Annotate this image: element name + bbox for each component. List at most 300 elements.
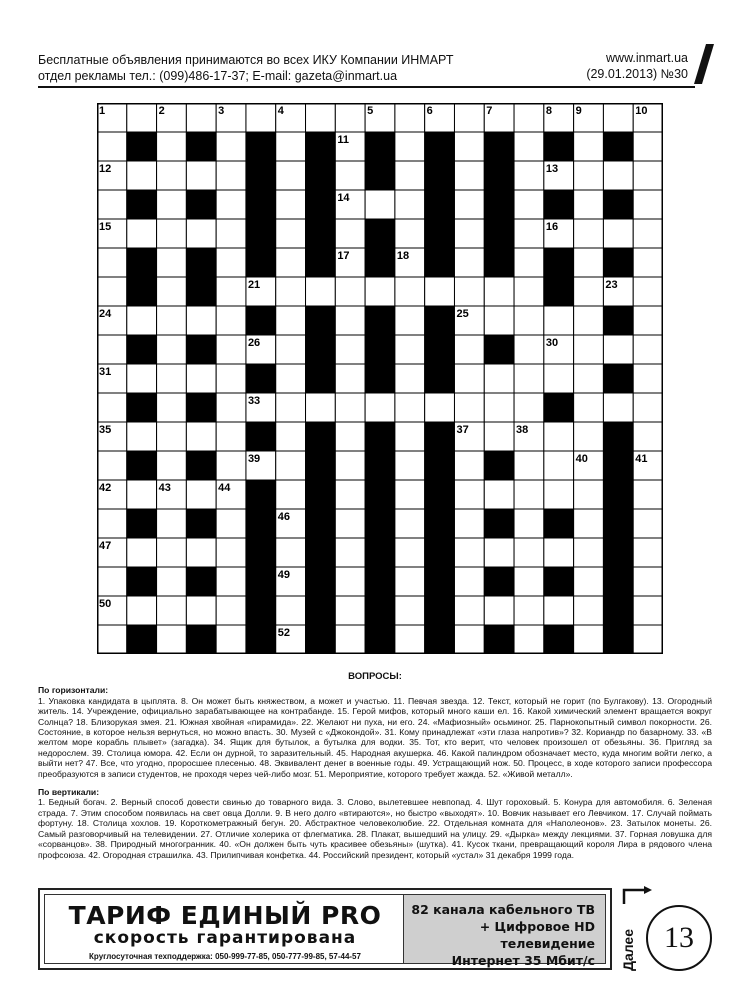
crossword-cell[interactable] bbox=[603, 103, 633, 132]
crossword-block bbox=[484, 161, 514, 190]
cell-number: 15 bbox=[99, 221, 112, 233]
crossword-cell[interactable] bbox=[276, 393, 306, 422]
crossword-cell[interactable] bbox=[127, 538, 157, 567]
crossword-cell[interactable] bbox=[544, 596, 574, 625]
crossword-cell[interactable] bbox=[335, 393, 365, 422]
crossword-cell[interactable] bbox=[454, 364, 484, 393]
cell-number: 4 bbox=[277, 105, 284, 117]
crossword-cell[interactable] bbox=[157, 567, 187, 596]
crossword-cell[interactable] bbox=[454, 451, 484, 480]
crossword-cell[interactable] bbox=[633, 596, 663, 625]
crossword-cell[interactable] bbox=[335, 364, 365, 393]
crossword-cell[interactable] bbox=[97, 277, 127, 306]
next-page-text: Далее bbox=[620, 928, 636, 972]
crossword-block bbox=[603, 625, 633, 654]
crossword-cell[interactable] bbox=[514, 393, 544, 422]
ad-line-2: + Цифровое HD телевидение bbox=[479, 919, 595, 951]
crossword-cell[interactable] bbox=[276, 480, 306, 509]
crossword-block bbox=[365, 451, 395, 480]
crossword-cell[interactable] bbox=[216, 567, 246, 596]
crossword-cell[interactable] bbox=[514, 509, 544, 538]
crossword-cell[interactable] bbox=[395, 596, 425, 625]
crossword-cell[interactable] bbox=[157, 364, 187, 393]
crossword-block bbox=[365, 161, 395, 190]
crossword-cell[interactable] bbox=[335, 161, 365, 190]
crossword-cell[interactable] bbox=[395, 306, 425, 335]
next-arrow-icon bbox=[622, 886, 654, 908]
crossword-cell[interactable] bbox=[216, 248, 246, 277]
cell-number: 5 bbox=[367, 105, 374, 117]
crossword-cell[interactable] bbox=[454, 480, 484, 509]
crossword-block bbox=[246, 219, 276, 248]
header-line-2: отдел рекламы тел.: (099)486-17-37; E-mail: gazeta@inmart.ua bbox=[38, 69, 398, 83]
crossword-cell[interactable] bbox=[216, 306, 246, 335]
crossword-cell[interactable] bbox=[633, 509, 663, 538]
crossword-cell[interactable] bbox=[157, 219, 187, 248]
crossword-cell[interactable] bbox=[216, 538, 246, 567]
crossword-block bbox=[306, 451, 336, 480]
crossword-cell[interactable] bbox=[157, 132, 187, 161]
crossword-cell[interactable] bbox=[514, 335, 544, 364]
crossword-cell[interactable] bbox=[574, 364, 604, 393]
crossword-cell[interactable] bbox=[216, 132, 246, 161]
crossword-cell[interactable] bbox=[454, 277, 484, 306]
cell-number: 24 bbox=[99, 308, 112, 320]
crossword-cell[interactable] bbox=[335, 451, 365, 480]
crossword-cell[interactable] bbox=[633, 335, 663, 364]
crossword-cell[interactable] bbox=[335, 335, 365, 364]
crossword-cell[interactable] bbox=[454, 509, 484, 538]
crossword-cell[interactable] bbox=[127, 306, 157, 335]
crossword-cell[interactable] bbox=[633, 190, 663, 219]
crossword-cell[interactable] bbox=[395, 190, 425, 219]
crossword-cell[interactable] bbox=[127, 364, 157, 393]
crossword-cell[interactable] bbox=[633, 219, 663, 248]
crossword-cell[interactable] bbox=[127, 422, 157, 451]
crossword-cell[interactable] bbox=[514, 306, 544, 335]
crossword-cell[interactable] bbox=[335, 219, 365, 248]
crossword-cell[interactable] bbox=[514, 480, 544, 509]
down-text: 1. Бедный богач. 2. Верный способ довести свинью до товарного вида. 3. Слово, вылетевшее невпопад. 4. Шут гороховый. 5. Конура для автомобиля. 6. Зеленая страда. 7. Этим способом появилась на свет овца Долли. 9. В него долго «втираются», но быстро «выходят». 10. Вовчик называет его Левчиком. 17. Случай поймать фортуну. 18. Столица хохлов. 19. Короткометражный бегун. 20. Абстрактное человеколюбие. 22. Отдельная комната для «Наполеонов». 23. Затылок монеты. 26. Самый разговорчивый на телевидении. 27. Отличие холерика от флегматика. 28. Плакат, вышедший на улицу. 29. «Дырка» между лекциями. 37. Горная ловушка для «сорванцов». 38. Природный многогранник. 40. «Он должен быть чуть красивее обезьяны» (шутка). 41. Кусок ткани, превращающий короля Лира в рядового члена профсоюза. 42. Огородная страшилка. 43. Прилипчивая конфетка. 44. Российский президент, который «устал» 31 декабря 1999 года. bbox=[38, 797, 712, 860]
cell-number: 18 bbox=[396, 250, 410, 262]
crossword-block bbox=[306, 480, 336, 509]
crossword-block bbox=[127, 132, 157, 161]
crossword-cell[interactable] bbox=[395, 422, 425, 451]
crossword-block bbox=[365, 422, 395, 451]
crossword-cell[interactable] bbox=[395, 480, 425, 509]
crossword-cell[interactable] bbox=[514, 538, 544, 567]
crossword-cell[interactable] bbox=[574, 132, 604, 161]
crossword-block bbox=[425, 190, 455, 219]
crossword-cell[interactable] bbox=[276, 190, 306, 219]
crossword-cell[interactable] bbox=[514, 567, 544, 596]
crossword-block bbox=[544, 393, 574, 422]
crossword-block bbox=[306, 190, 336, 219]
crossword-cell[interactable] bbox=[306, 393, 336, 422]
cell-number: 2 bbox=[158, 105, 165, 117]
crossword-cell[interactable] bbox=[127, 219, 157, 248]
crossword-block bbox=[425, 422, 455, 451]
crossword-block bbox=[127, 393, 157, 422]
crossword-cell[interactable] bbox=[484, 364, 514, 393]
crossword-cell[interactable] bbox=[335, 509, 365, 538]
crossword-cell[interactable] bbox=[514, 132, 544, 161]
crossword-cell[interactable] bbox=[276, 219, 306, 248]
crossword-block bbox=[484, 248, 514, 277]
crossword-block bbox=[484, 219, 514, 248]
crossword-cell[interactable] bbox=[395, 277, 425, 306]
crossword-cell[interactable] bbox=[216, 335, 246, 364]
crossword-grid[interactable] bbox=[97, 103, 663, 654]
crossword-cell[interactable] bbox=[454, 538, 484, 567]
crossword-block bbox=[127, 509, 157, 538]
header-slash-icon bbox=[694, 44, 714, 84]
ad-left-panel bbox=[45, 895, 405, 963]
crossword-block bbox=[186, 509, 216, 538]
crossword-cell[interactable] bbox=[574, 306, 604, 335]
crossword-cell[interactable] bbox=[574, 277, 604, 306]
crossword-block bbox=[306, 161, 336, 190]
crossword-block bbox=[603, 422, 633, 451]
crossword-block bbox=[603, 509, 633, 538]
crossword-block bbox=[425, 596, 455, 625]
ad-title: ТАРИФ ЕДИНЫЙ PRO bbox=[68, 901, 382, 930]
crossword-cell[interactable] bbox=[544, 422, 574, 451]
crossword-block bbox=[365, 567, 395, 596]
crossword-cell[interactable] bbox=[454, 132, 484, 161]
crossword-cell[interactable] bbox=[454, 103, 484, 132]
cell-number: 7 bbox=[486, 105, 493, 117]
crossword-cell[interactable] bbox=[633, 567, 663, 596]
crossword-cell[interactable] bbox=[514, 625, 544, 654]
crossword-cell[interactable] bbox=[544, 480, 574, 509]
crossword-cell[interactable] bbox=[544, 306, 574, 335]
crossword-cell[interactable] bbox=[97, 335, 127, 364]
crossword-cell[interactable] bbox=[454, 219, 484, 248]
crossword-cell[interactable] bbox=[454, 393, 484, 422]
crossword-cell[interactable] bbox=[574, 538, 604, 567]
crossword-cell[interactable] bbox=[365, 190, 395, 219]
cell-number: 23 bbox=[605, 279, 618, 291]
crossword-block bbox=[246, 538, 276, 567]
crossword-block bbox=[425, 219, 455, 248]
crossword-block bbox=[603, 190, 633, 219]
crossword-cell[interactable] bbox=[633, 625, 663, 654]
cell-number: 33 bbox=[247, 395, 261, 407]
crossword-cell[interactable] bbox=[395, 509, 425, 538]
crossword-cell[interactable] bbox=[335, 306, 365, 335]
crossword-cell[interactable] bbox=[216, 190, 246, 219]
crossword-block bbox=[544, 248, 574, 277]
crossword-cell[interactable] bbox=[633, 132, 663, 161]
crossword-cell[interactable] bbox=[216, 625, 246, 654]
crossword-cell[interactable] bbox=[514, 364, 544, 393]
crossword-cell[interactable] bbox=[484, 596, 514, 625]
crossword-cell[interactable] bbox=[216, 219, 246, 248]
crossword-cell[interactable] bbox=[574, 625, 604, 654]
crossword-block bbox=[306, 538, 336, 567]
crossword-cell[interactable] bbox=[97, 567, 127, 596]
crossword-cell[interactable] bbox=[603, 219, 633, 248]
crossword-block bbox=[246, 422, 276, 451]
crossword-block bbox=[246, 509, 276, 538]
crossword-cell[interactable] bbox=[97, 248, 127, 277]
crossword-cell[interactable] bbox=[395, 132, 425, 161]
crossword-block bbox=[425, 538, 455, 567]
crossword-cell[interactable] bbox=[484, 393, 514, 422]
crossword-cell[interactable] bbox=[276, 422, 306, 451]
crossword-cell[interactable] bbox=[276, 161, 306, 190]
crossword-block bbox=[603, 248, 633, 277]
crossword-cell[interactable] bbox=[186, 306, 216, 335]
crossword-block bbox=[425, 480, 455, 509]
crossword-cell[interactable] bbox=[395, 451, 425, 480]
crossword-cell[interactable] bbox=[484, 306, 514, 335]
crossword-cell[interactable] bbox=[276, 451, 306, 480]
crossword-cell[interactable] bbox=[365, 393, 395, 422]
crossword-cell[interactable] bbox=[335, 538, 365, 567]
crossword-cell[interactable] bbox=[157, 277, 187, 306]
crossword-cell[interactable] bbox=[574, 219, 604, 248]
crossword-cell[interactable] bbox=[514, 277, 544, 306]
crossword-cell[interactable] bbox=[186, 161, 216, 190]
crossword-cell[interactable] bbox=[484, 277, 514, 306]
crossword-cell[interactable] bbox=[276, 364, 306, 393]
crossword-cell[interactable] bbox=[633, 422, 663, 451]
crossword-cell[interactable] bbox=[186, 538, 216, 567]
crossword-cell[interactable] bbox=[216, 509, 246, 538]
crossword-cell[interactable] bbox=[186, 480, 216, 509]
crossword-cell[interactable] bbox=[574, 567, 604, 596]
crossword-cell[interactable] bbox=[276, 306, 306, 335]
crossword-block bbox=[127, 625, 157, 654]
crossword-cell[interactable] bbox=[97, 190, 127, 219]
crossword-cell[interactable] bbox=[574, 422, 604, 451]
crossword-cell[interactable] bbox=[365, 277, 395, 306]
crossword-block bbox=[603, 596, 633, 625]
crossword-block bbox=[365, 538, 395, 567]
crossword-cell[interactable] bbox=[157, 596, 187, 625]
header-left bbox=[38, 52, 453, 84]
crossword-cell[interactable] bbox=[335, 596, 365, 625]
crossword-cell[interactable] bbox=[306, 277, 336, 306]
cell-number: 31 bbox=[99, 366, 112, 378]
crossword-block bbox=[127, 248, 157, 277]
crossword-block bbox=[425, 451, 455, 480]
crossword-cell[interactable] bbox=[454, 161, 484, 190]
crossword-block bbox=[544, 567, 574, 596]
crossword-cell[interactable] bbox=[574, 480, 604, 509]
crossword-cell[interactable] bbox=[454, 567, 484, 596]
crossword-cell[interactable] bbox=[157, 335, 187, 364]
crossword-cell[interactable] bbox=[157, 306, 187, 335]
crossword-block bbox=[425, 625, 455, 654]
crossword-cell[interactable] bbox=[574, 190, 604, 219]
crossword-cell[interactable] bbox=[574, 596, 604, 625]
crossword-cell[interactable] bbox=[97, 509, 127, 538]
crossword-cell[interactable] bbox=[335, 422, 365, 451]
cell-number: 10 bbox=[635, 105, 648, 117]
crossword-block bbox=[186, 248, 216, 277]
crossword-cell[interactable] bbox=[335, 567, 365, 596]
crossword-cell[interactable] bbox=[186, 103, 216, 132]
cell-number: 44 bbox=[218, 482, 231, 494]
crossword-cell[interactable] bbox=[157, 248, 187, 277]
crossword-cell[interactable] bbox=[127, 161, 157, 190]
crossword-cell[interactable] bbox=[276, 596, 306, 625]
crossword-cell[interactable] bbox=[157, 625, 187, 654]
crossword-cell[interactable] bbox=[186, 219, 216, 248]
crossword-block bbox=[603, 132, 633, 161]
crossword-block bbox=[365, 219, 395, 248]
crossword-cell[interactable] bbox=[335, 277, 365, 306]
crossword-cell[interactable] bbox=[395, 103, 425, 132]
crossword-cell[interactable] bbox=[246, 103, 276, 132]
crossword-block bbox=[246, 480, 276, 509]
crossword-cell[interactable] bbox=[484, 422, 514, 451]
crossword-cell[interactable] bbox=[306, 103, 336, 132]
crossword-cell[interactable] bbox=[514, 451, 544, 480]
crossword-cell[interactable] bbox=[603, 393, 633, 422]
crossword-block bbox=[484, 451, 514, 480]
crossword-cell[interactable] bbox=[335, 625, 365, 654]
cell-number: 35 bbox=[99, 424, 112, 436]
cell-number: 17 bbox=[337, 250, 350, 262]
crossword-cell[interactable] bbox=[157, 509, 187, 538]
crossword-cell[interactable] bbox=[216, 596, 246, 625]
crossword-cell[interactable] bbox=[633, 538, 663, 567]
crossword-cell[interactable] bbox=[574, 335, 604, 364]
crossword-cell[interactable] bbox=[514, 219, 544, 248]
crossword-cell[interactable] bbox=[395, 567, 425, 596]
crossword-cell[interactable] bbox=[157, 190, 187, 219]
crossword-block bbox=[306, 509, 336, 538]
crossword-cell[interactable] bbox=[395, 538, 425, 567]
crossword-cell[interactable] bbox=[454, 190, 484, 219]
crossword-cell[interactable] bbox=[157, 393, 187, 422]
crossword-cell[interactable] bbox=[395, 393, 425, 422]
crossword-cell[interactable] bbox=[395, 364, 425, 393]
crossword-cell[interactable] bbox=[216, 161, 246, 190]
crossword-cell[interactable] bbox=[157, 538, 187, 567]
crossword-cell[interactable] bbox=[97, 625, 127, 654]
crossword-cell[interactable] bbox=[514, 596, 544, 625]
crossword-cell[interactable] bbox=[216, 364, 246, 393]
crossword-cell[interactable] bbox=[216, 422, 246, 451]
crossword-cell[interactable] bbox=[633, 277, 663, 306]
crossword-cell[interactable] bbox=[454, 625, 484, 654]
crossword-cell[interactable] bbox=[395, 219, 425, 248]
crossword-cell[interactable] bbox=[97, 132, 127, 161]
crossword-cell[interactable] bbox=[276, 538, 306, 567]
crossword-cell[interactable] bbox=[544, 538, 574, 567]
crossword-cell[interactable] bbox=[514, 190, 544, 219]
ad-line-3: Интернет 35 Мбит/с bbox=[451, 953, 595, 968]
crossword-cell[interactable] bbox=[633, 480, 663, 509]
crossword-cell[interactable] bbox=[514, 161, 544, 190]
crossword-cell[interactable] bbox=[127, 480, 157, 509]
crossword-cell[interactable] bbox=[425, 277, 455, 306]
crossword-cell[interactable] bbox=[157, 422, 187, 451]
crossword-block bbox=[544, 132, 574, 161]
cell-number: 13 bbox=[545, 163, 559, 175]
crossword-cell[interactable] bbox=[127, 596, 157, 625]
crossword-cell[interactable] bbox=[157, 451, 187, 480]
crossword-cell[interactable] bbox=[216, 393, 246, 422]
cell-number: 39 bbox=[247, 453, 261, 465]
crossword-cell[interactable] bbox=[425, 393, 455, 422]
crossword-cell[interactable] bbox=[97, 451, 127, 480]
crossword-cell[interactable] bbox=[633, 364, 663, 393]
crossword-cell[interactable] bbox=[335, 480, 365, 509]
crossword-cell[interactable] bbox=[216, 277, 246, 306]
crossword-cell[interactable] bbox=[157, 161, 187, 190]
cell-number: 42 bbox=[99, 482, 112, 494]
crossword-cell[interactable] bbox=[603, 335, 633, 364]
crossword-cell[interactable] bbox=[574, 248, 604, 277]
crossword-block bbox=[484, 567, 514, 596]
crossword-cell[interactable] bbox=[544, 451, 574, 480]
crossword-cell[interactable] bbox=[484, 538, 514, 567]
crossword-cell[interactable] bbox=[514, 248, 544, 277]
ad-subtitle: скорость гарантирована bbox=[93, 928, 357, 948]
crossword-cell[interactable] bbox=[633, 161, 663, 190]
crossword-cell[interactable] bbox=[633, 306, 663, 335]
cell-number: 52 bbox=[277, 627, 290, 639]
crossword-cell[interactable] bbox=[603, 161, 633, 190]
crossword-cell[interactable] bbox=[633, 248, 663, 277]
cell-number: 11 bbox=[337, 134, 349, 146]
crossword-cell[interactable] bbox=[454, 248, 484, 277]
crossword-cell[interactable] bbox=[544, 364, 574, 393]
site-url[interactable]: www.inmart.ua bbox=[606, 51, 688, 65]
next-page-label[interactable] bbox=[618, 912, 638, 972]
crossword-cell[interactable] bbox=[276, 277, 306, 306]
crossword-block bbox=[603, 480, 633, 509]
crossword-cell[interactable] bbox=[216, 451, 246, 480]
crossword-block bbox=[306, 132, 336, 161]
crossword-cell[interactable] bbox=[514, 103, 544, 132]
cell-number: 21 bbox=[247, 279, 261, 291]
crossword-cell[interactable] bbox=[276, 335, 306, 364]
crossword-cell[interactable] bbox=[395, 161, 425, 190]
crossword-block bbox=[365, 364, 395, 393]
crossword-cell[interactable] bbox=[454, 596, 484, 625]
crossword-cell[interactable] bbox=[574, 161, 604, 190]
crossword-cell[interactable] bbox=[395, 335, 425, 364]
crossword-block bbox=[186, 190, 216, 219]
crossword-cell[interactable] bbox=[276, 248, 306, 277]
crossword-cell[interactable] bbox=[574, 509, 604, 538]
across-clues bbox=[38, 685, 712, 779]
crossword-cell[interactable] bbox=[454, 335, 484, 364]
crossword-cell[interactable] bbox=[186, 364, 216, 393]
crossword-block bbox=[544, 277, 574, 306]
crossword-cell[interactable] bbox=[574, 393, 604, 422]
advertisement-banner[interactable] bbox=[38, 888, 612, 970]
crossword-cell[interactable] bbox=[633, 393, 663, 422]
crossword-cell[interactable] bbox=[97, 393, 127, 422]
crossword-block bbox=[186, 567, 216, 596]
crossword-cell[interactable] bbox=[335, 103, 365, 132]
crossword-block bbox=[603, 567, 633, 596]
crossword-cell[interactable] bbox=[276, 132, 306, 161]
crossword-cell[interactable] bbox=[395, 625, 425, 654]
crossword-cell[interactable] bbox=[127, 103, 157, 132]
crossword-cell[interactable] bbox=[186, 596, 216, 625]
crossword-cell[interactable] bbox=[484, 480, 514, 509]
crossword-cell[interactable] bbox=[186, 422, 216, 451]
